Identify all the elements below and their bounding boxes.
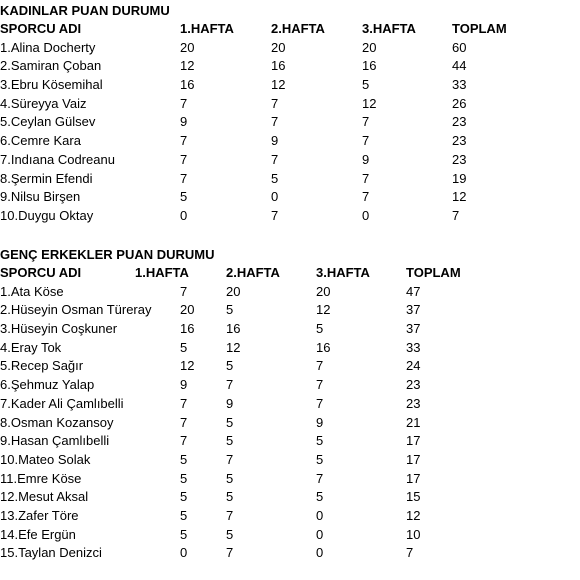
week-3-cell: 0 xyxy=(362,207,370,223)
header-week-2: 2.HAFTA xyxy=(226,265,280,280)
week-2-cell: 7 xyxy=(226,377,234,393)
athlete-name-cell: 6.Şehmuz Yalap xyxy=(0,377,95,393)
table-row xyxy=(0,57,522,76)
total-cell: 26 xyxy=(452,95,467,111)
week-1-cell: 7 xyxy=(180,170,188,186)
header-week-2: 2.HAFTA xyxy=(271,21,325,36)
men-table-body xyxy=(0,283,476,563)
week-2-cell: 7 xyxy=(226,545,234,561)
athlete-name-cell: 13.Zafer Töre xyxy=(0,507,79,523)
total-cell: 7 xyxy=(452,207,460,223)
week-2-cell: 7 xyxy=(271,151,279,167)
week-3-cell: 7 xyxy=(316,395,324,411)
table-row xyxy=(0,76,522,95)
table-row xyxy=(0,95,522,114)
table-row xyxy=(0,395,476,414)
total-cell: 10 xyxy=(406,526,421,542)
header-week-3: 3.HAFTA xyxy=(316,265,370,280)
athlete-name-cell: 15.Taylan Denizci xyxy=(0,545,102,561)
week-3-cell: 7 xyxy=(362,189,370,205)
table-row xyxy=(0,376,476,395)
total-cell: 23 xyxy=(406,377,421,393)
week-3-cell: 7 xyxy=(362,114,370,130)
week-3-cell: 0 xyxy=(316,545,324,561)
total-cell: 60 xyxy=(452,39,467,55)
week-2-cell: 16 xyxy=(271,58,286,74)
athlete-name-cell: 14.Efe Ergün xyxy=(0,526,76,542)
athlete-name-cell: 4.Süreyya Vaiz xyxy=(0,95,87,111)
women-table-body xyxy=(0,39,522,226)
total-cell: 47 xyxy=(406,283,421,299)
week-1-cell: 0 xyxy=(180,207,188,223)
total-cell: 21 xyxy=(406,414,421,430)
week-1-cell: 7 xyxy=(180,395,188,411)
athlete-name-cell: 8.Şermin Efendi xyxy=(0,170,93,186)
table-row xyxy=(0,470,476,489)
week-1-cell: 16 xyxy=(180,321,195,337)
header-total: TOPLAM xyxy=(452,21,507,36)
week-3-cell: 7 xyxy=(316,377,324,393)
week-1-cell: 20 xyxy=(180,302,195,318)
week-3-cell: 20 xyxy=(316,283,331,299)
table-row xyxy=(0,544,476,563)
total-cell: 15 xyxy=(406,489,421,505)
week-2-cell: 5 xyxy=(226,526,234,542)
week-1-cell: 12 xyxy=(180,358,195,374)
week-2-cell: 5 xyxy=(226,433,234,449)
total-cell: 7 xyxy=(406,545,414,561)
total-cell: 37 xyxy=(406,321,421,337)
week-3-cell: 9 xyxy=(316,414,324,430)
total-cell: 23 xyxy=(452,114,467,130)
women-standings xyxy=(0,2,522,226)
week-1-cell: 5 xyxy=(180,470,188,486)
week-1-cell: 7 xyxy=(180,95,188,111)
athlete-name-cell: 9.Nilsu Birşen xyxy=(0,189,81,205)
athlete-name-cell: 2.Hüseyin Osman Türeray xyxy=(0,302,152,318)
table-row xyxy=(0,151,522,170)
week-2-cell: 20 xyxy=(226,283,241,299)
athlete-name-cell: 4.Eray Tok xyxy=(0,339,62,355)
week-1-cell: 12 xyxy=(180,58,195,74)
week-1-cell: 7 xyxy=(180,414,188,430)
week-1-cell: 5 xyxy=(180,489,188,505)
table-row xyxy=(0,188,522,207)
week-3-cell: 20 xyxy=(362,39,377,55)
header-athlete-name: SPORCU ADI xyxy=(0,21,82,36)
week-3-cell: 5 xyxy=(362,77,370,93)
men-standings-title: GENÇ ERKEKLER PUAN DURUMU xyxy=(0,247,215,262)
table-row xyxy=(0,39,522,58)
total-cell: 12 xyxy=(406,507,421,523)
athlete-name-cell: 7.Indıana Codreanu xyxy=(0,151,115,167)
total-cell: 33 xyxy=(452,77,467,93)
total-cell: 37 xyxy=(406,302,421,318)
table-row xyxy=(0,432,476,451)
athlete-name-cell: 10.Duygu Oktay xyxy=(0,207,94,223)
table-row xyxy=(0,132,522,151)
week-2-cell: 20 xyxy=(271,39,286,55)
week-2-cell: 0 xyxy=(271,189,279,205)
athlete-name-cell: 1.Ata Köse xyxy=(0,283,64,299)
table-row xyxy=(0,488,476,507)
week-3-cell: 7 xyxy=(316,358,324,374)
week-3-cell: 5 xyxy=(316,451,324,467)
header-total: TOPLAM xyxy=(406,265,461,280)
week-2-cell: 7 xyxy=(271,95,279,111)
week-1-cell: 20 xyxy=(180,39,195,55)
athlete-name-cell: 7.Kader Ali Çamlıbelli xyxy=(0,395,124,411)
total-cell: 23 xyxy=(406,395,421,411)
men-standings xyxy=(0,246,476,563)
week-2-cell: 5 xyxy=(226,358,234,374)
women-standings-title: KADINLAR PUAN DURUMU xyxy=(0,3,170,18)
week-2-cell: 5 xyxy=(226,414,234,430)
week-2-cell: 5 xyxy=(271,170,279,186)
total-cell: 23 xyxy=(452,133,467,149)
week-3-cell: 12 xyxy=(316,302,331,318)
week-2-cell: 7 xyxy=(226,507,234,523)
week-3-cell: 12 xyxy=(362,95,377,111)
table-row xyxy=(0,301,476,320)
total-cell: 23 xyxy=(452,151,467,167)
table-row xyxy=(0,526,476,545)
total-cell: 17 xyxy=(406,433,421,449)
athlete-name-cell: 11.Emre Köse xyxy=(0,470,82,486)
header-week-1: 1.HAFTA xyxy=(135,265,189,280)
table-row xyxy=(0,357,476,376)
athlete-name-cell: 2.Samiran Çoban xyxy=(0,58,102,74)
week-3-cell: 5 xyxy=(316,321,324,337)
athlete-name-cell: 5.Recep Sağır xyxy=(0,358,84,374)
week-2-cell: 7 xyxy=(271,207,279,223)
week-3-cell: 7 xyxy=(316,470,324,486)
total-cell: 12 xyxy=(452,189,467,205)
week-2-cell: 12 xyxy=(271,77,286,93)
table-row xyxy=(0,283,476,302)
week-2-cell: 16 xyxy=(226,321,241,337)
week-3-cell: 0 xyxy=(316,507,324,523)
week-1-cell: 5 xyxy=(180,189,188,205)
week-3-cell: 5 xyxy=(316,433,324,449)
header-athlete-name: SPORCU ADI xyxy=(0,265,82,280)
total-cell: 44 xyxy=(452,58,467,74)
week-2-cell: 9 xyxy=(271,133,279,149)
athlete-name-cell: 6.Cemre Kara xyxy=(0,133,81,149)
week-1-cell: 5 xyxy=(180,507,188,523)
table-row xyxy=(0,113,522,132)
header-week-1: 1.HAFTA xyxy=(180,21,234,36)
week-2-cell: 5 xyxy=(226,489,234,505)
week-3-cell: 0 xyxy=(316,526,324,542)
week-3-cell: 16 xyxy=(362,58,377,74)
table-row xyxy=(0,339,476,358)
total-cell: 17 xyxy=(406,470,421,486)
athlete-name-cell: 12.Mesut Aksal xyxy=(0,489,89,505)
week-3-cell: 16 xyxy=(316,339,331,355)
athlete-name-cell: 10.Mateo Solak xyxy=(0,451,91,467)
week-1-cell: 7 xyxy=(180,283,188,299)
week-2-cell: 7 xyxy=(271,114,279,130)
table-row xyxy=(0,451,476,470)
table-row xyxy=(0,507,476,526)
table-row xyxy=(0,170,522,189)
week-1-cell: 7 xyxy=(180,433,188,449)
women-header-row xyxy=(0,20,522,39)
table-row xyxy=(0,320,476,339)
week-1-cell: 7 xyxy=(180,133,188,149)
total-cell: 33 xyxy=(406,339,421,355)
total-cell: 17 xyxy=(406,451,421,467)
week-2-cell: 12 xyxy=(226,339,241,355)
men-header-row xyxy=(0,264,476,283)
week-2-cell: 7 xyxy=(226,451,234,467)
week-3-cell: 5 xyxy=(316,489,324,505)
header-week-3: 3.HAFTA xyxy=(362,21,416,36)
week-2-cell: 5 xyxy=(226,302,234,318)
week-2-cell: 5 xyxy=(226,470,234,486)
athlete-name-cell: 1.Alina Docherty xyxy=(0,39,96,55)
total-cell: 19 xyxy=(452,170,467,186)
total-cell: 24 xyxy=(406,358,421,374)
week-3-cell: 7 xyxy=(362,170,370,186)
week-1-cell: 9 xyxy=(180,377,188,393)
week-1-cell: 5 xyxy=(180,451,188,467)
week-3-cell: 9 xyxy=(362,151,370,167)
table-row xyxy=(0,414,476,433)
athlete-name-cell: 5.Ceylan Gülsev xyxy=(0,114,96,130)
week-1-cell: 16 xyxy=(180,77,195,93)
athlete-name-cell: 8.Osman Kozansoy xyxy=(0,414,114,430)
week-1-cell: 5 xyxy=(180,526,188,542)
athlete-name-cell: 9.Hasan Çamlıbelli xyxy=(0,433,110,449)
week-3-cell: 7 xyxy=(362,133,370,149)
table-row xyxy=(0,207,522,226)
athlete-name-cell: 3.Hüseyin Coşkuner xyxy=(0,321,118,337)
week-2-cell: 9 xyxy=(226,395,234,411)
week-1-cell: 7 xyxy=(180,151,188,167)
athlete-name-cell: 3.Ebru Kösemihal xyxy=(0,77,103,93)
week-1-cell: 9 xyxy=(180,114,188,130)
week-1-cell: 5 xyxy=(180,339,188,355)
week-1-cell: 0 xyxy=(180,545,188,561)
